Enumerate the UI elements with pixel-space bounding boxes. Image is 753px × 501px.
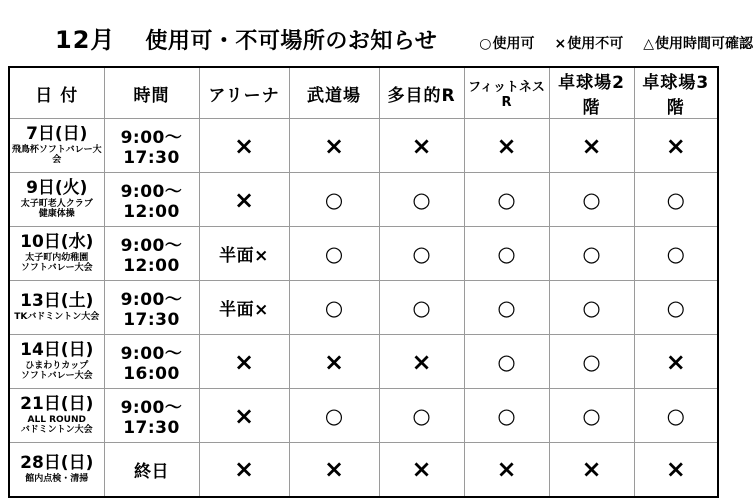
time-cell: 9:00～16:00 xyxy=(104,335,199,389)
availability-cell: ○ xyxy=(634,227,718,281)
legend-label: 使用可 xyxy=(492,36,535,52)
availability-cell: × xyxy=(634,119,718,173)
availability-cell: × xyxy=(464,119,549,173)
date-label: 28日(日) xyxy=(20,453,94,473)
legend-label: 使用時間可確認 xyxy=(654,36,753,52)
availability-cell: ○ xyxy=(289,389,379,443)
availability-cell: × xyxy=(634,443,718,497)
event-label: 太子町内幼稚園 ソフトバレー大会 xyxy=(20,252,93,274)
availability-cell: ○ xyxy=(634,389,718,443)
availability-cell: × xyxy=(199,335,289,389)
table-body xyxy=(9,119,718,497)
availability-cell: 半面× xyxy=(199,227,289,281)
availability-cell: 半面× xyxy=(199,281,289,335)
event-label: ひまわりカップ ソフトバレー大会 xyxy=(20,360,93,382)
availability-cell: ○ xyxy=(289,227,379,281)
availability-cell: × xyxy=(289,119,379,173)
time-cell: 9:00～17:30 xyxy=(104,281,199,335)
triangle-icon: △ xyxy=(643,36,654,52)
cross-icon: × xyxy=(554,36,567,52)
column-header-fitness: フィットネスR xyxy=(464,67,549,119)
availability-cell: ○ xyxy=(464,389,549,443)
title-month: 12月 xyxy=(55,26,116,54)
legend-item-confirm xyxy=(643,33,753,53)
column-header-multipurpose: 多目的R xyxy=(379,67,464,119)
date-cell xyxy=(9,389,104,443)
availability-cell: × xyxy=(634,335,718,389)
legend-item-available xyxy=(479,33,534,53)
column-header-pingpong-2f: 卓球場2階 xyxy=(549,67,634,119)
table-row xyxy=(9,119,718,173)
column-header-time: 時間 xyxy=(104,67,199,119)
table-row xyxy=(9,389,718,443)
availability-cell: ○ xyxy=(464,173,549,227)
date-label: 21日(日) xyxy=(20,393,94,414)
time-cell: 9:00～12:00 xyxy=(104,227,199,281)
time-cell: 9:00～12:00 xyxy=(104,173,199,227)
availability-cell: × xyxy=(199,119,289,173)
legend xyxy=(479,33,753,53)
availability-cell: ○ xyxy=(289,281,379,335)
table-row xyxy=(9,173,718,227)
availability-cell: × xyxy=(199,173,289,227)
availability-cell: × xyxy=(289,335,379,389)
availability-cell: ○ xyxy=(289,173,379,227)
availability-cell: ○ xyxy=(379,281,464,335)
time-cell: 9:00～17:30 xyxy=(104,389,199,443)
titlebar xyxy=(0,20,753,55)
availability-cell: × xyxy=(379,119,464,173)
date-label: 10日(水) xyxy=(20,231,94,252)
date-label: 9日(火) xyxy=(26,177,88,198)
date-cell xyxy=(9,335,104,389)
availability-cell: × xyxy=(379,335,464,389)
date-cell xyxy=(9,173,104,227)
event-label: TKバドミントン大会 xyxy=(14,311,100,322)
availability-cell: ○ xyxy=(634,281,718,335)
table-header xyxy=(9,67,718,119)
date-label: 7日(日) xyxy=(26,123,88,144)
availability-cell: × xyxy=(379,443,464,497)
availability-cell: × xyxy=(464,443,549,497)
column-header-arena: アリーナ xyxy=(199,67,289,119)
availability-cell: ○ xyxy=(464,281,549,335)
availability-cell: × xyxy=(289,443,379,497)
legend-item-unavailable xyxy=(554,33,623,53)
event-label: 飛鳥杯ソフトバレー大会 xyxy=(11,144,102,166)
availability-cell: ○ xyxy=(379,389,464,443)
date-label: 14日(日) xyxy=(20,339,94,360)
date-cell xyxy=(9,443,104,497)
column-header-date: 日 付 xyxy=(9,67,104,119)
time-cell: 終日 xyxy=(104,443,199,497)
availability-cell: ○ xyxy=(634,173,718,227)
event-label: 館内点検・清掃 xyxy=(25,473,89,484)
availability-cell: × xyxy=(549,443,634,497)
date-cell xyxy=(9,227,104,281)
availability-cell: × xyxy=(199,443,289,497)
availability-cell: ○ xyxy=(549,335,634,389)
event-label: 太子町老人クラブ 健康体操 xyxy=(20,198,93,220)
table-row xyxy=(9,281,718,335)
availability-cell: ○ xyxy=(549,281,634,335)
availability-cell: × xyxy=(549,119,634,173)
page-title: 使用可・不可場所のお知らせ xyxy=(145,29,438,54)
column-header-pingpong-3f: 卓球場3階 xyxy=(634,67,718,119)
legend-label: 使用不可 xyxy=(567,36,624,52)
availability-cell: ○ xyxy=(549,227,634,281)
time-cell: 9:00～17:30 xyxy=(104,119,199,173)
availability-table xyxy=(8,66,719,498)
availability-cell: ○ xyxy=(549,173,634,227)
column-header-budojo: 武道場 xyxy=(289,67,379,119)
date-cell xyxy=(9,281,104,335)
availability-cell: ○ xyxy=(379,173,464,227)
circle-icon: ○ xyxy=(479,36,492,52)
event-label: ALL ROUND バドミントン大会 xyxy=(20,414,93,436)
availability-cell: ○ xyxy=(464,335,549,389)
date-cell xyxy=(9,119,104,173)
availability-cell: × xyxy=(199,389,289,443)
header-row xyxy=(9,67,718,119)
table-row xyxy=(9,335,718,389)
table-row xyxy=(9,443,718,497)
table-row xyxy=(9,227,718,281)
availability-cell: ○ xyxy=(464,227,549,281)
availability-cell: ○ xyxy=(379,227,464,281)
availability-cell: ○ xyxy=(549,389,634,443)
date-label: 13日(土) xyxy=(20,291,94,312)
